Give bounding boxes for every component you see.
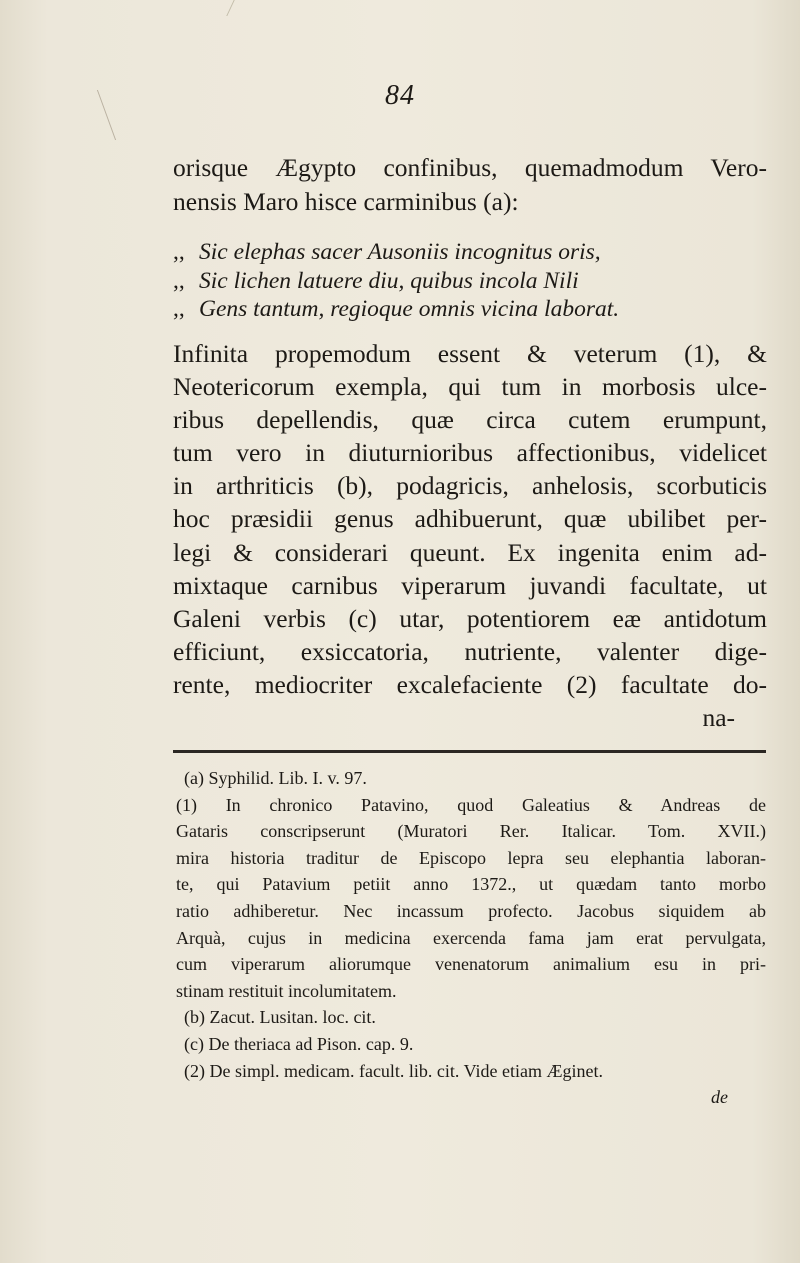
footnote-catchword: de [711,1087,728,1108]
catchword: na- [702,703,735,733]
footnote-line: (c) De theriaca ad Pison. cap. 9. [184,1033,414,1054]
text-line: efficiunt, exsiccatoria, nutriente, valenter dige- [173,636,767,666]
text-line: nensis Maro hisce carminibus (a): [173,186,519,216]
text-line: Galeni verbis (c) utar, potentiorem eæ antidotum [173,603,767,633]
footnote-line: (1) In chronico Patavino, quod Galeatius & Andreas de [176,794,766,815]
verse-text: Gens tantum, regioque omnis vicina laborat. [199,296,620,322]
verse-quotation [173,238,713,324]
footnote-line: mira historia traditur de Episcopo lepra seu elephantia laboran- [176,847,766,868]
footnote-line: (a) Syphilid. Lib. I. v. 97. [184,768,367,788]
footnote-rule [173,750,766,753]
footnote-line: te, qui Patavium petiit anno 1372., ut quædam tanto morbo [176,874,766,895]
margin-pencil-mark [226,0,244,16]
footnote-line: Gataris conscripserunt (Muratori Rer. Italicar. Tom. XVII.) [176,821,766,842]
page-number: 84 [385,80,415,111]
text-line: ribus depellendis, quæ circa cutem erumpunt, [173,405,767,435]
text-line: orisque Ægypto confinibus, quemadmodum Vero- [173,153,767,182]
text-line: Infinita propemodum essent & veterum (1), & [173,339,767,368]
verse-text: Sic elephas sacer Ausoniis incognitus oris, [199,239,601,265]
quote-mark: ,, [173,267,185,294]
footnote-line: cum viperarum aliorumque venenatorum animalium esu in pri- [176,954,766,975]
text-line: in arthriticis (b), podagricis, anhelosis, scorbuticis [173,471,767,501]
text-line: legi & considerari queunt. Ex ingenita enim ad- [173,537,767,567]
footnote-line: Arquà, cujus in medicina exercenda fama jam erat pervulgata, [176,927,766,948]
quote-mark: ,, [173,239,185,265]
footnotes [176,765,766,1111]
verse-line [173,238,713,267]
footnote-line: (b) Zacut. Lusitan. loc. cit. [184,1007,376,1028]
intro-text [173,151,767,218]
text-line: rente, mediocriter excalefaciente (2) facultate do- [173,669,767,699]
footnote-line: (2) De simpl. medicam. facult. lib. cit. Vide etiam Æginet. [184,1060,603,1081]
verse-line [173,295,713,324]
text-line: Neotericorum exempla, qui tum in morbosis ulce- [173,372,767,402]
verse-line [173,267,713,296]
text-line: mixtaque carnibus viperarum juvandi facultate, ut [173,570,767,600]
footnote-line: ratio adhiberetur. Nec incassum profecto. Jacobus siquidem ab [176,900,766,921]
text-line: hoc præsidii genus adhibuerunt, quæ ubilibet per- [173,504,767,534]
verse-text: Sic lichen latuere diu, quibus incola Nili [199,267,579,294]
quote-mark: ,, [173,296,185,322]
main-paragraph [173,337,767,734]
text-line: tum vero in diuturnioribus affectionibus, videlicet [173,438,767,468]
footnote-line: stinam restituit incolumitatem. [176,980,397,1001]
